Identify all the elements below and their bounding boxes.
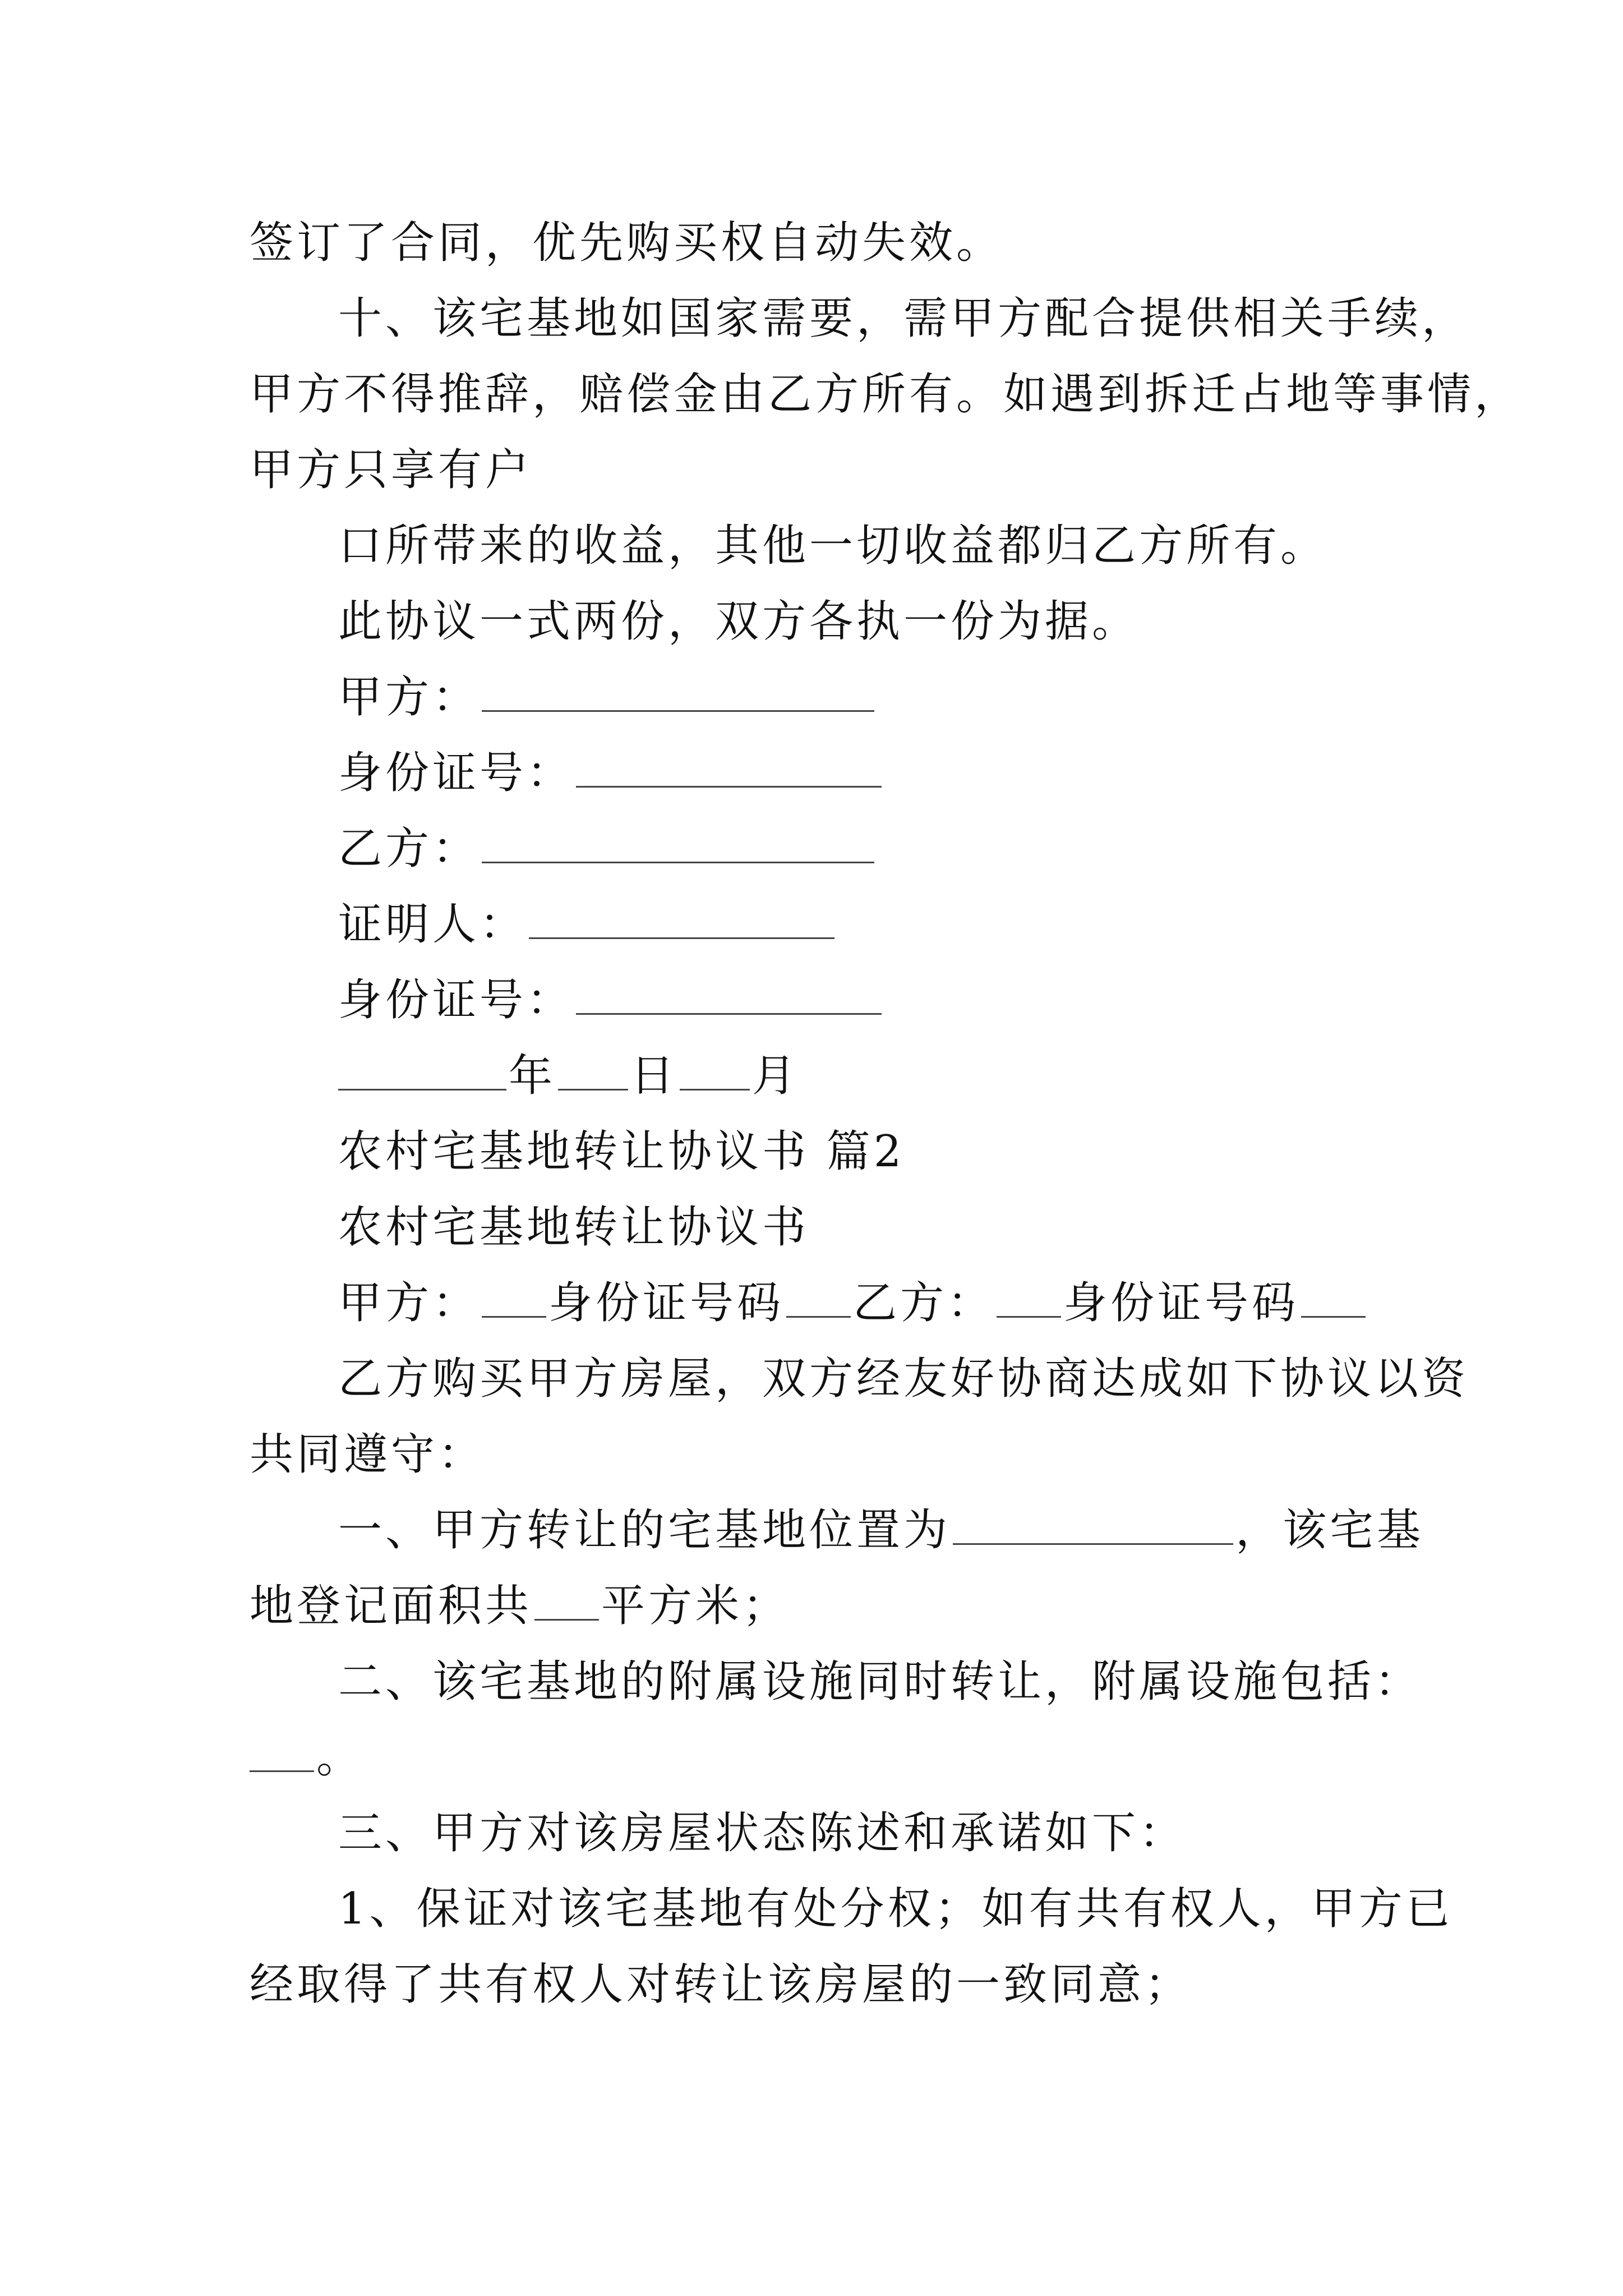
intro-line-2: 共同遵守： [250, 1429, 486, 1480]
day-blank[interactable] [558, 1050, 628, 1091]
id-code-label-a: 身份证号码 [548, 1278, 785, 1328]
party-a-label-2: 甲方： [338, 1278, 480, 1328]
id-number-label-1: 身份证号： [338, 748, 574, 798]
location-blank[interactable] [953, 1504, 1233, 1545]
facilities-blank[interactable] [250, 1731, 314, 1772]
month-blank[interactable] [680, 1050, 750, 1091]
party-b-label-2: 乙方： [853, 1278, 995, 1328]
id-number-blank-2[interactable] [576, 974, 882, 1015]
clause-10-line-3: 甲方只享有户 [250, 445, 533, 495]
party-a-label: 甲方： [338, 672, 480, 723]
clause-1-text-a: 一、甲方转让的宅基地位置为 [338, 1505, 951, 1556]
clause-1-text-c: 地登记面积共 [250, 1581, 533, 1631]
clause-2-text-b: 。 [316, 1732, 364, 1783]
party-b-blank[interactable] [482, 822, 874, 863]
id-number-line-1 [338, 745, 884, 801]
clause-1-text-b: ，该宅基 [1235, 1505, 1424, 1556]
party-a-blank[interactable] [482, 671, 874, 712]
area-blank[interactable] [534, 1580, 599, 1621]
clause-3-heading: 三、甲方对该房屋状态陈述和承诺如下： [338, 1808, 1187, 1858]
year-blank[interactable] [338, 1050, 506, 1091]
party-b-name-blank[interactable] [997, 1277, 1061, 1318]
id-number-line-2 [338, 972, 884, 1028]
clause-3-1-line-1: 1、保证对该宅基地有处分权；如有共有权人，甲方已 [338, 1884, 1453, 1934]
id-code-b-blank[interactable] [1301, 1277, 1366, 1318]
witness-blank[interactable] [529, 898, 834, 939]
day-label: 日 [630, 1051, 678, 1101]
date-line [338, 1048, 799, 1104]
party-b-signature-line [338, 821, 877, 877]
id-number-blank-1[interactable] [576, 747, 882, 788]
clause-10-line-1: 十、该宅基地如国家需要，需甲方配合提供相关手续， [338, 293, 1469, 344]
agreement-title: 农村宅基地转让协议书 [338, 1202, 810, 1253]
witness-label: 证明人： [338, 899, 527, 950]
party-a-name-blank[interactable] [482, 1277, 546, 1318]
clause-1-text-d: 平方米； [601, 1581, 790, 1631]
intro-line-1: 乙方购买甲方房屋，双方经友好协商达成如下协议以资 [338, 1354, 1469, 1404]
clause-2-line-1: 二、该宅基地的附属设施同时转让，附属设施包括： [338, 1657, 1422, 1707]
witness-line [338, 896, 837, 953]
month-label: 月 [752, 1051, 800, 1101]
id-code-a-blank[interactable] [786, 1277, 851, 1318]
id-code-label-b: 身份证号码 [1063, 1278, 1299, 1328]
clause-1-line-1 [338, 1502, 1424, 1558]
parties-line [338, 1275, 1368, 1331]
copies-statement: 此协议一式两份，双方各执一份为据。 [338, 596, 1140, 647]
clause-10-line-4: 口所带来的收益，其他一切收益都归乙方所有。 [338, 521, 1328, 571]
clause-10-line-2: 甲方不得推辞，赔偿金由乙方所有。如遇到拆迁占地等事情， [250, 369, 1522, 420]
party-a-signature-line [338, 669, 877, 725]
text-line-1: 签订了合同，优先购买权自动失效。 [250, 218, 1004, 268]
clause-1-line-2 [250, 1578, 790, 1634]
id-number-label-2: 身份证号： [338, 975, 574, 1025]
party-b-label: 乙方： [338, 823, 480, 874]
clause-2-line-2 [250, 1729, 363, 1786]
year-label: 年 [509, 1051, 556, 1101]
section-2-heading: 农村宅基地转让协议书 篇2 [338, 1126, 905, 1177]
clause-3-1-line-2: 经取得了共有权人对转让该房屋的一致同意； [250, 1959, 1192, 2010]
